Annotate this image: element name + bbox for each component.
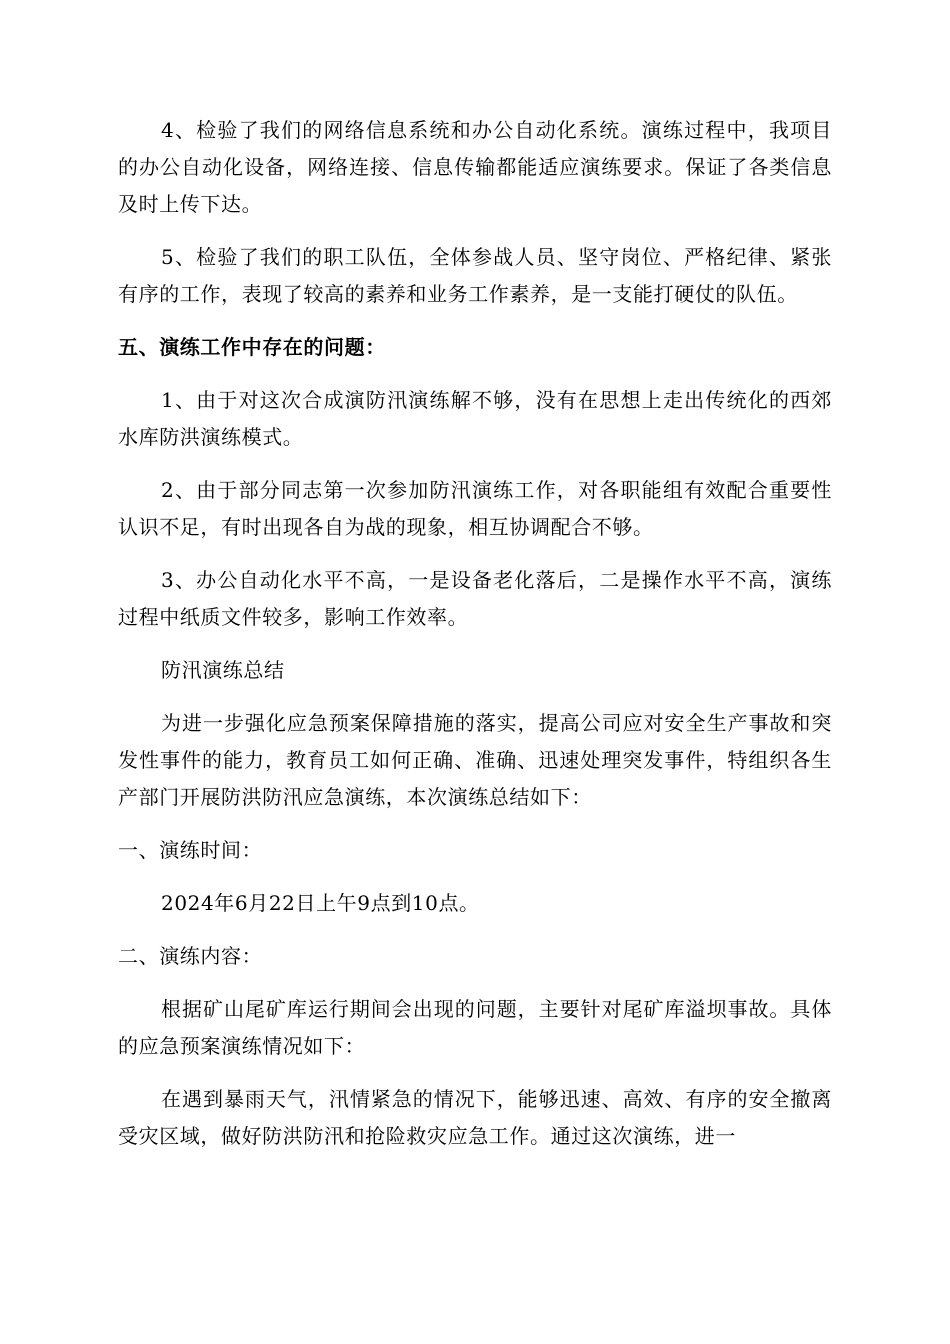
paragraph-content: 根据矿山尾矿库运行期间会出现的问题，主要针对尾矿库溢坝事故。具体的应急预案演练情况如下： [118, 997, 832, 1058]
paragraph-problem-3: 3、办公自动化水平不高，一是设备老化落后，二是操作水平不高，演练过程中纸质文件较多，影响工作效率。 [118, 568, 832, 629]
paragraph-problem-2: 2、由于部分同志第一次参加防汛演练工作，对各职能组有效配合重要性认识不足，有时出现各自为战的现象，相互协调配合不够。 [118, 478, 832, 539]
section-heading-content: 二、演练内容： [118, 944, 263, 968]
paragraph-item-5: 5、检验了我们的职工队伍，全体参战人员、坚守岗位、严格纪律、紧张有序的工作，表现了较高的素养和业务工作素养，是一支能打硬仗的队伍。 [118, 245, 832, 306]
paragraph-problem-1: 1、由于对这次合成演防汛演练解不够，没有在思想上走出传统化的西郊水库防洪演练模式。 [118, 388, 832, 449]
document-body [118, 112, 832, 1155]
document-subtitle: 防汛演练总结 [161, 658, 285, 682]
section-heading-time: 一、演练时间： [118, 838, 263, 862]
paragraph-scenario: 在遇到暴雨天气，汛情紧急的情况下，能够迅速、高效、有序的安全撤离受灾区域，做好防洪防汛和抢险救灾应急工作。通过这次演练，进一 [118, 1087, 832, 1148]
paragraph-time: 2024年6月22日上午9点到10点。 [161, 891, 480, 915]
paragraph-item-4: 4、检验了我们的网络信息系统和办公自动化系统。演练过程中，我项目的办公自动化设备，网络连接、信息传输都能适应演练要求。保证了各类信息及时上传下达。 [118, 118, 832, 216]
paragraph-intro: 为进一步强化应急预案保障措施的落实，提高公司应对安全生产事故和突发性事件的能力，教育员工如何正确、准确、迅速处理突发事件，特组织各生产部门开展防洪防汛应急演练，本次演练总结如下： [118, 711, 832, 809]
section-heading-problems: 五、演练工作中存在的问题： [118, 335, 386, 359]
